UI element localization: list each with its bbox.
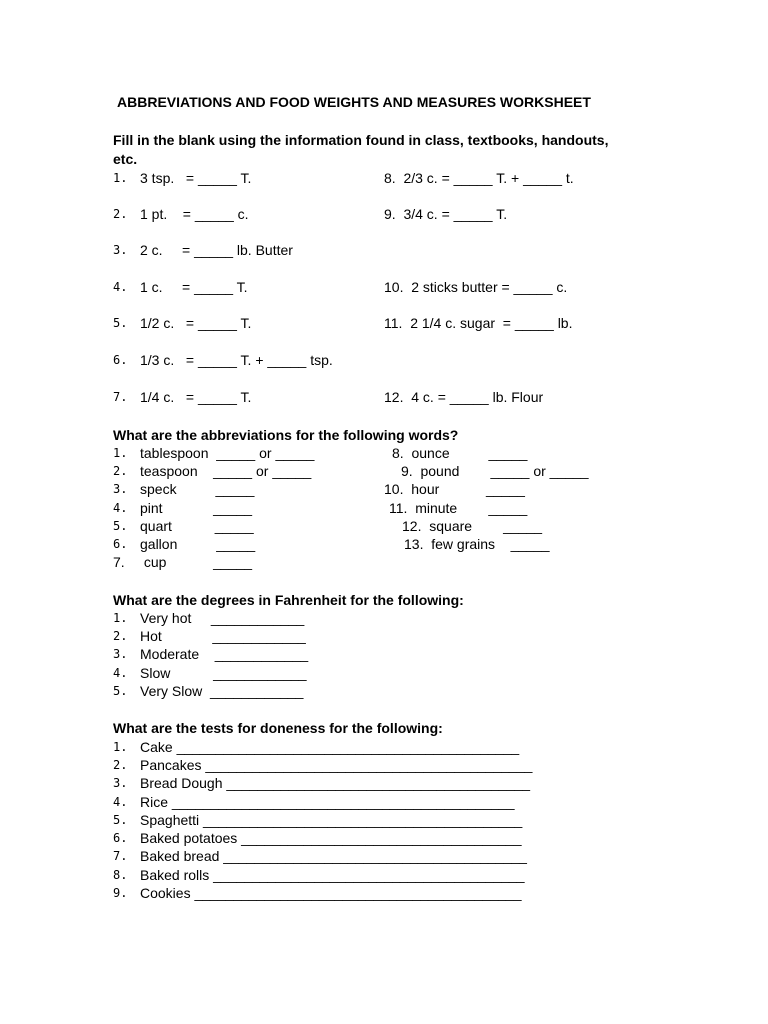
measure-question: 2 c. = _____ lb. Butter (140, 242, 293, 258)
measure-question: 1 c. = _____ T. (140, 279, 248, 295)
abbreviation-question: 9. pound _____ or _____ (401, 463, 589, 479)
list-number: 3. (113, 482, 128, 496)
list-number: 2. (113, 464, 128, 478)
abbreviation-question: cup _____ (140, 554, 253, 570)
list-number: 1. (113, 171, 128, 185)
list-number: 6. (113, 537, 128, 551)
section2-heading: What are the abbreviations for the following words? (113, 427, 459, 443)
abbreviation-question: 10. hour _____ (384, 481, 525, 497)
fahrenheit-question: Very Slow ____________ (140, 683, 304, 699)
list-number: 3. (113, 776, 128, 790)
list-number: 5. (113, 316, 128, 330)
list-number: 3. (113, 243, 128, 257)
abbreviation-question: pint _____ (140, 500, 253, 516)
fahrenheit-question: Very hot ____________ (140, 610, 305, 626)
list-number: 3. (113, 647, 128, 661)
list-number: 5. (113, 684, 128, 698)
doneness-question: Baked potatoes ____________________________________ (140, 830, 522, 846)
section3-heading: What are the degrees in Fahrenheit for the following: (113, 592, 464, 608)
list-number: 4. (113, 280, 128, 294)
abbreviation-question: speck _____ (140, 481, 255, 497)
abbreviation-question: 12. square _____ (402, 518, 543, 534)
abbreviation-question: tablespoon _____ or _____ (140, 445, 315, 461)
abbreviation-question: 11. minute _____ (389, 500, 528, 516)
list-number: 4. (113, 666, 128, 680)
list-number: 2. (113, 207, 128, 221)
worksheet-title: ABBREVIATIONS AND FOOD WEIGHTS AND MEASURES WORKSHEET (117, 94, 591, 110)
abbreviation-question: teaspoon _____ or _____ (140, 463, 312, 479)
list-number: 6. (113, 353, 128, 367)
doneness-question: Bread Dough _______________________________________ (140, 775, 531, 791)
fahrenheit-question: Slow ____________ (140, 665, 307, 681)
list-number: 1. (113, 611, 128, 625)
list-number: 1. (113, 740, 128, 754)
doneness-question: Baked rolls ________________________________________ (140, 867, 525, 883)
doneness-question: Pancakes __________________________________________ (140, 757, 533, 773)
measure-question: 1/3 c. = _____ T. + _____ tsp. (140, 352, 333, 368)
doneness-question: Cookies __________________________________________ (140, 885, 522, 901)
list-number: 7. (113, 849, 128, 863)
list-number: 2. (113, 758, 128, 772)
list-number: 4. (113, 795, 128, 809)
fahrenheit-question: Hot ____________ (140, 628, 306, 644)
measure-question: 9. 3/4 c. = _____ T. (384, 206, 508, 222)
section1-instruction-line1: Fill in the blank using the information found in class, textbooks, handouts, (113, 132, 609, 148)
list-number: 8. (113, 868, 128, 882)
measure-question: 1/4 c. = _____ T. (140, 389, 252, 405)
measure-question: 12. 4 c. = _____ lb. Flour (384, 389, 544, 405)
fahrenheit-question: Moderate ____________ (140, 646, 309, 662)
list-number: 9. (113, 886, 128, 900)
abbreviation-question: 13. few grains _____ (404, 536, 550, 552)
list-number: 2. (113, 629, 128, 643)
measure-question: 10. 2 sticks butter = _____ c. (384, 279, 568, 295)
doneness-question: Baked bread _______________________________________ (140, 848, 527, 864)
list-number: 6. (113, 831, 128, 845)
doneness-question: Rice ____________________________________________ (140, 794, 515, 810)
section1-instruction-line2: etc. (113, 151, 138, 167)
list-number: 5. (113, 813, 128, 827)
doneness-question: Spaghetti _________________________________________ (140, 812, 523, 828)
abbreviation-question: 8. ounce _____ (392, 445, 528, 461)
measure-question: 3 tsp. = _____ T. (140, 170, 252, 186)
list-number: 4. (113, 501, 128, 515)
abbreviation-question: gallon _____ (140, 536, 256, 552)
measure-question: 11. 2 1/4 c. sugar = _____ lb. (384, 315, 573, 331)
list-number: 7. (113, 390, 128, 404)
abbreviation-question: quart _____ (140, 518, 254, 534)
list-number: 7. (113, 554, 125, 570)
measure-question: 1 pt. = _____ c. (140, 206, 249, 222)
measure-question: 8. 2/3 c. = _____ T. + _____ t. (384, 170, 574, 186)
section4-heading: What are the tests for doneness for the following: (113, 720, 443, 736)
list-number: 5. (113, 519, 128, 533)
measure-question: 1/2 c. = _____ T. (140, 315, 252, 331)
list-number: 1. (113, 446, 128, 460)
doneness-question: Cake ____________________________________________ (140, 739, 520, 755)
